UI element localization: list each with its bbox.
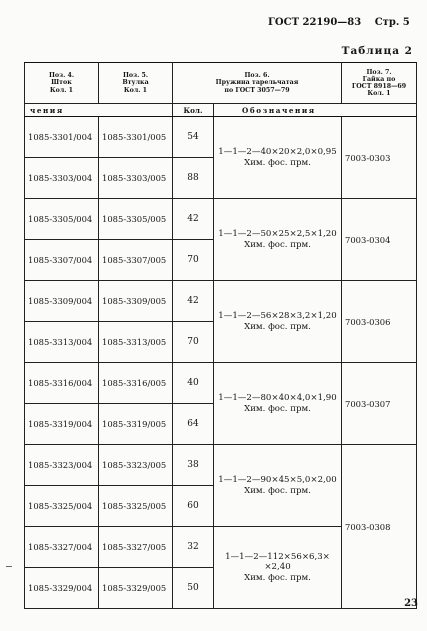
rod-code: 1085-3329/004 bbox=[25, 568, 99, 609]
sleeve-code: 1085-3325/005 bbox=[99, 486, 173, 527]
sleeve-code: 1085-3313/005 bbox=[99, 322, 173, 363]
sleeve-code: 1085-3303/005 bbox=[99, 158, 173, 199]
nut-code: 7003-0307 bbox=[342, 363, 417, 445]
table-header-row bbox=[25, 63, 417, 104]
gost-number: ГОСТ 22190—83 bbox=[268, 17, 362, 28]
rod-code: 1085-3319/004 bbox=[25, 404, 99, 445]
sleeve-code: 1085-3329/005 bbox=[99, 568, 173, 609]
spring-spec: 1—1—2—90×45×5,0×2,00 Хим. фос. прм. bbox=[214, 445, 342, 527]
col-header-sleeve: Поз. 5. Втулка Кол. 1 bbox=[99, 63, 173, 104]
subheader-designation-tail: чения bbox=[25, 104, 173, 117]
rod-code: 1085-3316/004 bbox=[25, 363, 99, 404]
qty-cell: 32 bbox=[173, 527, 214, 568]
qty-cell: 64 bbox=[173, 404, 214, 445]
subheader-designations: Обозначения bbox=[214, 104, 417, 117]
rod-code: 1085-3309/004 bbox=[25, 281, 99, 322]
rod-code: 1085-3301/004 bbox=[25, 117, 99, 158]
col-header-nut: Поз. 7. Гайка по ГОСТ 8918—69 Кол. 1 bbox=[342, 63, 417, 104]
nut-code: 7003-0303 bbox=[342, 117, 417, 199]
running-header bbox=[268, 17, 418, 28]
qty-cell: 38 bbox=[173, 445, 214, 486]
sleeve-code: 1085-3323/005 bbox=[99, 445, 173, 486]
col-header-rod: Поз. 4. Шток Кол. 1 bbox=[25, 63, 99, 104]
qty-cell: 50 bbox=[173, 568, 214, 609]
rod-code: 1085-3323/004 bbox=[25, 445, 99, 486]
page-label: Стр. 5 bbox=[374, 17, 410, 28]
rod-code: 1085-3303/004 bbox=[25, 158, 99, 199]
page-number: 23 bbox=[404, 598, 418, 609]
table-caption: Таблица 2 bbox=[341, 45, 413, 57]
sleeve-code: 1085-3316/005 bbox=[99, 363, 173, 404]
subheader-qty: Кол. bbox=[173, 104, 214, 117]
rod-code: 1085-3313/004 bbox=[25, 322, 99, 363]
spring-spec: 1—1—2—112×56×6,3× ×2,40 Хим. фос. прм. bbox=[214, 527, 342, 609]
spring-spec: 1—1—2—80×40×4,0×1,90 Хим. фос. прм. bbox=[214, 363, 342, 445]
qty-cell: 60 bbox=[173, 486, 214, 527]
table-row bbox=[25, 445, 417, 486]
qty-cell: 42 bbox=[173, 281, 214, 322]
nut-code: 7003-0308 bbox=[342, 445, 417, 609]
nut-code: 7003-0304 bbox=[342, 199, 417, 281]
qty-cell: 40 bbox=[173, 363, 214, 404]
nut-code: 7003-0306 bbox=[342, 281, 417, 363]
rod-code: 1085-3325/004 bbox=[25, 486, 99, 527]
table-row bbox=[25, 281, 417, 322]
sleeve-code: 1085-3305/005 bbox=[99, 199, 173, 240]
sleeve-code: 1085-3327/005 bbox=[99, 527, 173, 568]
spring-spec: 1—1—2—50×25×2,5×1,20 Хим. фос. прм. bbox=[214, 199, 342, 281]
parts-table bbox=[24, 62, 417, 609]
rod-code: 1085-3305/004 bbox=[25, 199, 99, 240]
sleeve-code: 1085-3319/005 bbox=[99, 404, 173, 445]
qty-cell: 70 bbox=[173, 322, 214, 363]
table-row bbox=[25, 117, 417, 158]
qty-cell: 54 bbox=[173, 117, 214, 158]
table-subheader-row bbox=[25, 104, 417, 117]
sleeve-code: 1085-3301/005 bbox=[99, 117, 173, 158]
spring-spec: 1—1—2—56×28×3,2×1,20 Хим. фос. прм. bbox=[214, 281, 342, 363]
spring-spec: 1—1—2—40×20×2,0×0,95 Хим. фос. прм. bbox=[214, 117, 342, 199]
sleeve-code: 1085-3307/005 bbox=[99, 240, 173, 281]
table-row bbox=[25, 199, 417, 240]
qty-cell: 70 bbox=[173, 240, 214, 281]
table-row bbox=[25, 363, 417, 404]
rod-code: 1085-3327/004 bbox=[25, 527, 99, 568]
qty-cell: 42 bbox=[173, 199, 214, 240]
margin-mark bbox=[6, 566, 12, 567]
rod-code: 1085-3307/004 bbox=[25, 240, 99, 281]
sleeve-code: 1085-3309/005 bbox=[99, 281, 173, 322]
qty-cell: 88 bbox=[173, 158, 214, 199]
col-header-spring: Поз. 6. Пружина тарельчатая по ГОСТ 3057—79 bbox=[173, 63, 342, 104]
